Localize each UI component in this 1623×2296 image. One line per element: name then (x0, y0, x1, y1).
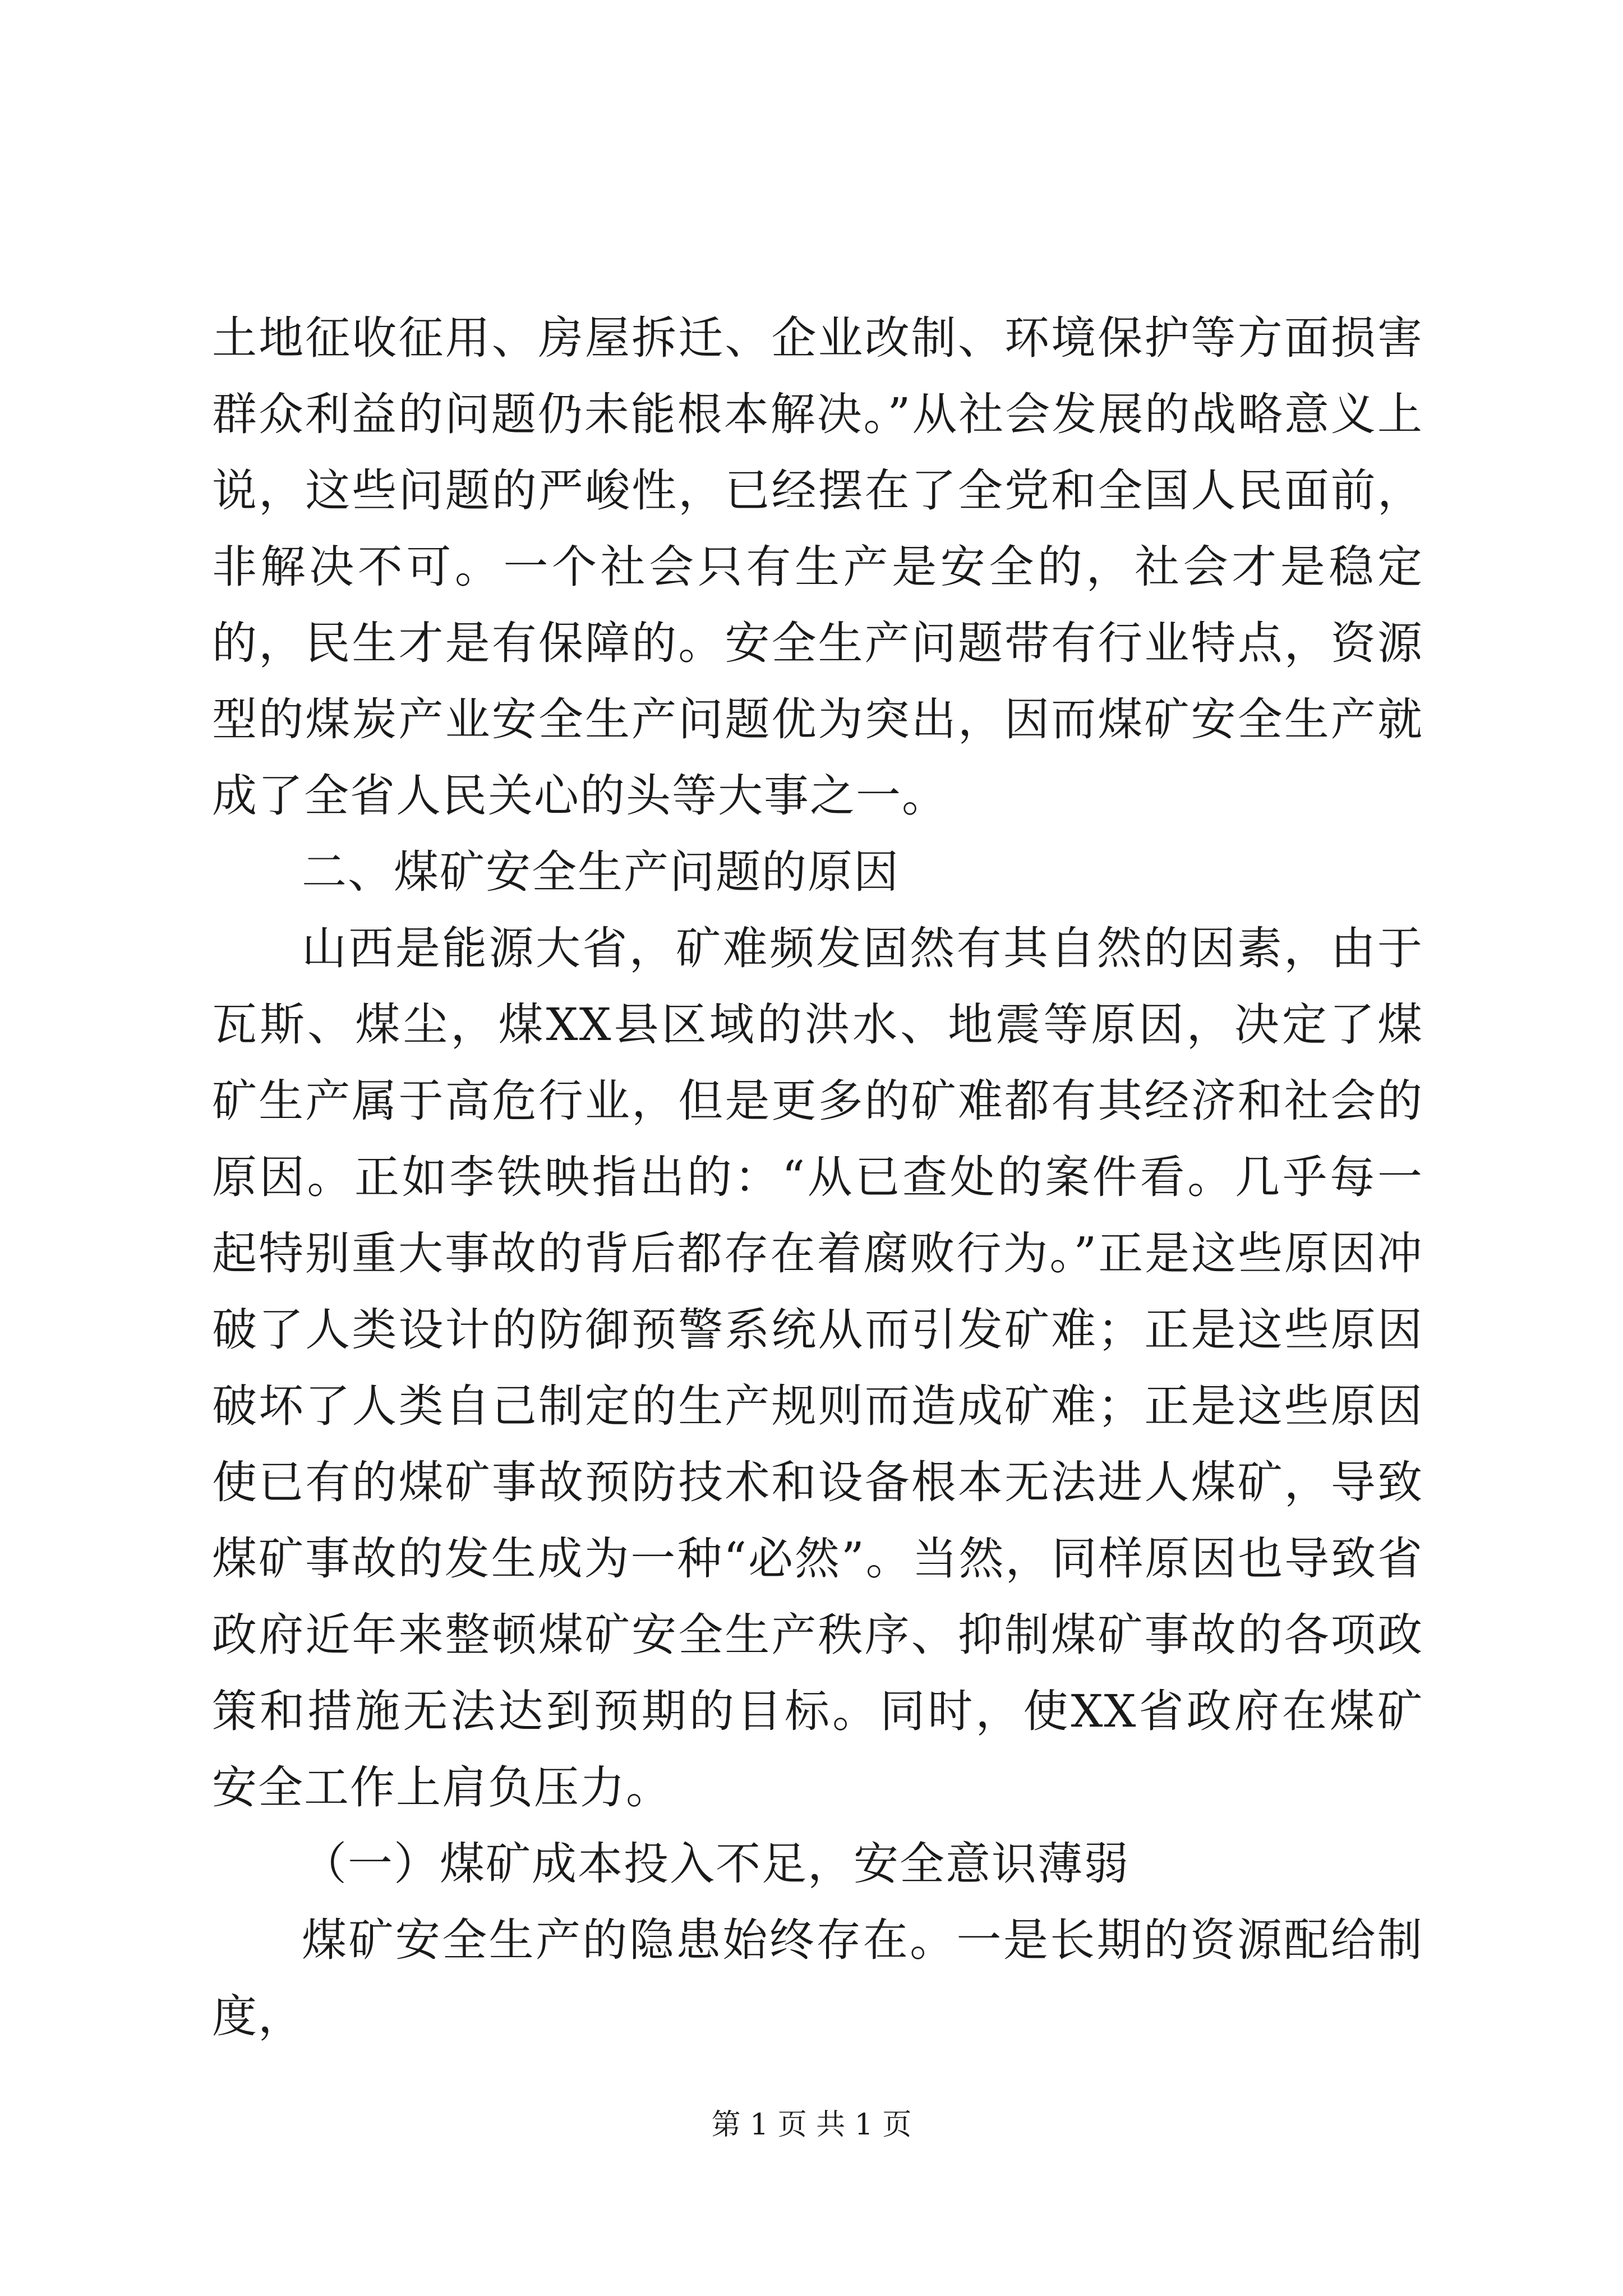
paragraph-hidden-dangers: 煤矿安全生产的隐患始终存在。一是长期的资源配给制度， (212, 1914, 1423, 2042)
paragraph-shanxi-causes: 山西是能源大省，矿难频发固然有其自然的因素，由于瓦斯、煤尘，煤XX县区域的洪水、地震等原因，决定了煤矿生产属于高危行业，但是更多的矿难都有其经济和社会的原因。正如李铁映指出的：“从已查处的案件看。几乎每一起特别重大事故的背后都存在着腐败行为。”正是这些原因冲破了人类设计的防御预警系统从而引发矿难；正是这些原因破坏了人类自己制定的生产规则而造成矿难；正是这些原因使已有的煤矿事故预防技术和设备根本无法进人煤矿，导致煤矿事故的发生成为一种“必然”。当然，同样原因也导致省政府近年来整顿煤矿安全生产秩序、抑制煤矿事故的各项政策和措施无法达到预期的目标。同时，使XX省政府在煤矿安全工作上肩负压力。 (212, 922, 1423, 1814)
paragraph-land-issues: 土地征收征用、房屋拆迁、企业改制、环境保护等方面损害群众利益的问题仍未能根本解决。”从社会发展的战略意义上说，这些问题的严峻性，已经摆在了全党和全国人民面前，非解决不可。一个社会只有生产是安全的，社会才是稳定的，民生才是有保障的。安全生产问题带有行业特点，资源型的煤炭产业安全生产问题优为突出，因而煤矿安全生产就成了全省人民关心的头等大事之一。 (212, 312, 1423, 822)
section-heading-causes: 二、煤矿安全生产问题的原因 (302, 846, 900, 898)
document-body (212, 300, 1423, 2055)
page-number-footer: 第 1 页 共 1 页 (711, 2108, 912, 2142)
subsection-heading-cost-investment: （一）煤矿成本投入不足，安全意识薄弱 (302, 1838, 1129, 1890)
